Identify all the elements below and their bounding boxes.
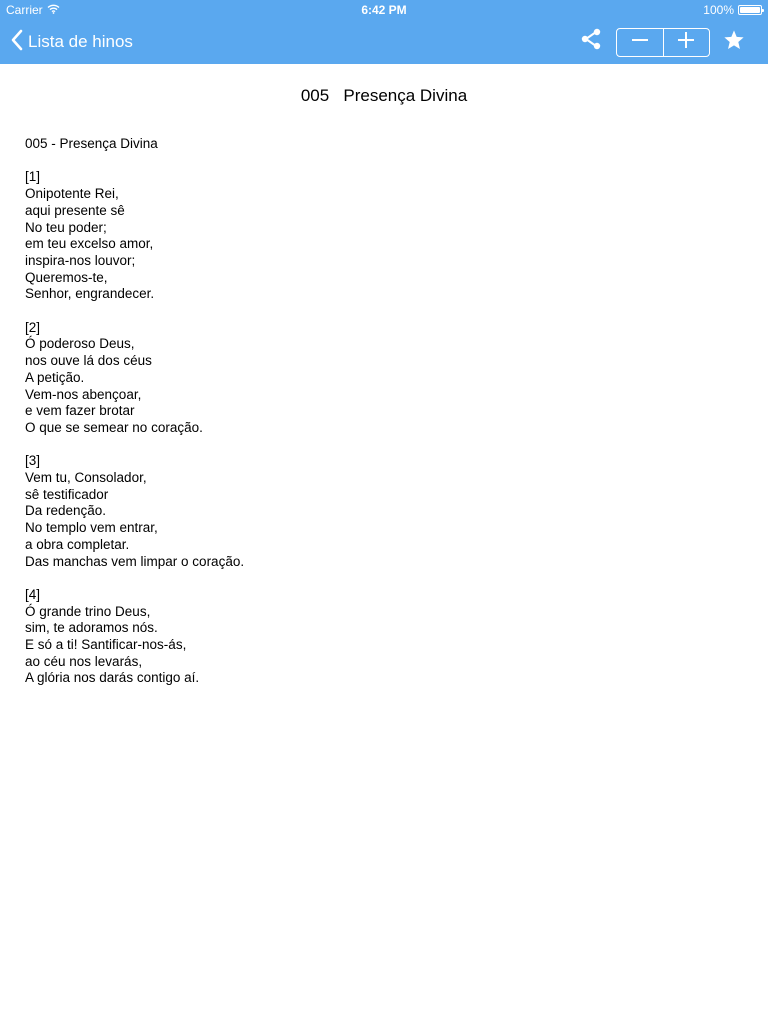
stanza-number: [4]	[25, 586, 41, 602]
stanza-1	[25, 169, 725, 303]
battery-icon	[738, 5, 762, 15]
lyric-line: nos ouve lá dos céus	[25, 353, 152, 369]
lyric-line: A petição.	[25, 369, 85, 385]
plus-icon	[677, 31, 695, 54]
hymn-lyrics	[25, 136, 725, 687]
lyric-line: em teu excelso amor,	[25, 236, 154, 252]
favorite-button[interactable]	[722, 30, 746, 54]
stanza-3	[25, 453, 725, 570]
lyric-line: Vem-nos abençoar,	[25, 386, 142, 402]
navigation-bar	[0, 20, 768, 64]
status-bar	[0, 0, 768, 20]
increase-font-button[interactable]	[663, 29, 710, 56]
lyric-line: Ó poderoso Deus,	[25, 336, 135, 352]
lyric-line: e vem fazer brotar	[25, 403, 135, 419]
lyric-line: O que se semear no coração.	[25, 419, 203, 435]
lyric-line: a obra completar.	[25, 536, 130, 552]
share-icon	[579, 27, 603, 56]
stanza-4	[25, 587, 725, 687]
lyric-line: Vem tu, Consolador,	[25, 470, 147, 486]
status-time: 6:42 PM	[361, 3, 407, 17]
lyric-line: Ó grande trino Deus,	[25, 603, 151, 619]
lyric-line: sê testificador	[25, 486, 109, 502]
lyric-line: Senhor, engrandecer.	[25, 286, 155, 302]
back-button[interactable]	[10, 20, 133, 64]
lyric-line: ao céu nos levarás,	[25, 653, 143, 669]
minus-icon	[631, 31, 649, 54]
hymn-heading: 005 - Presença Divina	[25, 136, 158, 151]
chevron-left-icon	[10, 29, 24, 56]
status-right	[703, 0, 762, 20]
share-button[interactable]	[578, 28, 604, 54]
battery-percentage: 100%	[703, 3, 734, 17]
stanza-2	[25, 320, 725, 437]
stanza-number: [1]	[25, 169, 41, 185]
decrease-font-button[interactable]	[617, 29, 663, 56]
lyric-line: Onipotente Rei,	[25, 186, 119, 202]
carrier-label: Carrier	[6, 3, 43, 17]
header-bar	[0, 0, 768, 64]
hymn-title: 005 Presença Divina	[300, 86, 468, 105]
lyric-line: E só a ti! Santificar-nos-ás,	[25, 637, 187, 653]
stanza-number: [2]	[25, 319, 41, 335]
lyric-line: A glória nos darás contigo aí.	[25, 670, 200, 686]
lyric-line: aqui presente sê	[25, 202, 125, 218]
lyric-line: sim, te adoramos nós.	[25, 620, 158, 636]
lyric-line: No templo vem entrar,	[25, 520, 158, 536]
lyric-line: Queremos-te,	[25, 269, 108, 285]
star-icon	[723, 29, 745, 56]
lyric-line: Da redenção.	[25, 503, 107, 519]
font-size-stepper	[616, 28, 710, 57]
back-button-label: Lista de hinos	[28, 32, 133, 51]
stanza-number: [3]	[25, 453, 41, 469]
lyric-line: No teu poder;	[25, 219, 107, 235]
lyric-line: inspira-nos louvor;	[25, 252, 136, 268]
lyric-line: Das manchas vem limpar o coração.	[25, 553, 245, 569]
